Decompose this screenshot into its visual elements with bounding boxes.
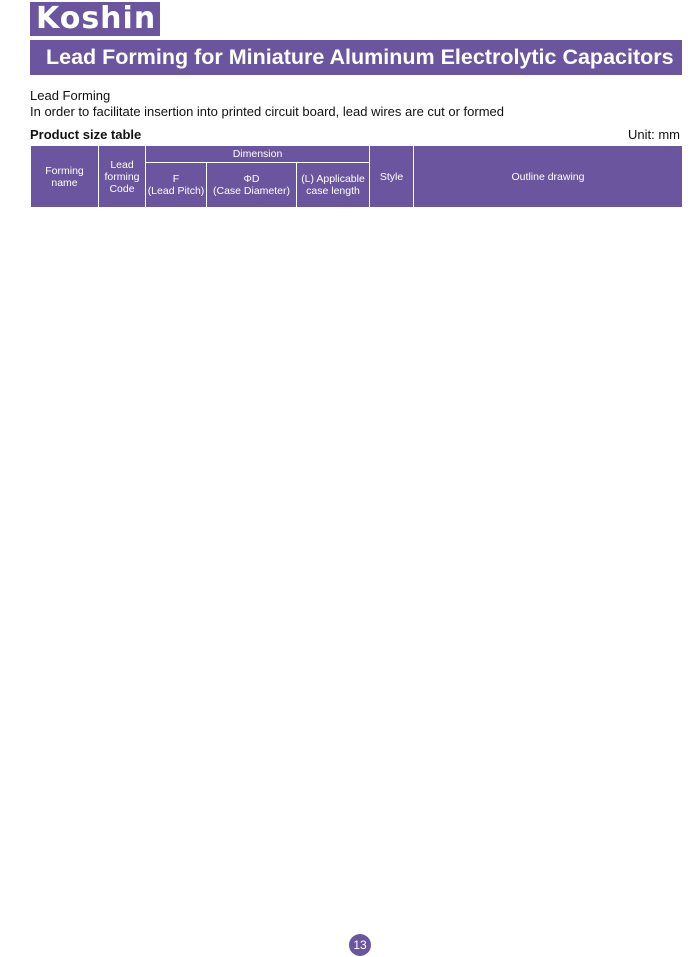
header-lead-code: Lead forming Code: [99, 146, 146, 208]
header-f: [146, 163, 207, 208]
header-dimension: Dimension: [146, 146, 370, 163]
header-l: (L) Applicable case length: [297, 163, 370, 208]
intro-text: In order to facilitate insertion into printed circuit board, lead wires are cut or formed: [30, 104, 505, 119]
table-title: Product size table: [30, 127, 142, 142]
header-f-sub: (Lead Pitch): [147, 185, 205, 197]
header-d-label: ΦD: [243, 173, 260, 185]
header-f-label: F: [172, 173, 180, 185]
header-style: Style: [370, 146, 414, 208]
header-d-sub: (Case Diameter): [212, 185, 291, 197]
brand-logo: Koshin: [30, 2, 160, 36]
page-number: 13: [349, 934, 371, 956]
intro-heading: Lead Forming: [30, 88, 111, 103]
header-d: [207, 163, 297, 208]
header-forming-name: Forming name: [31, 146, 99, 208]
unit-label: Unit: mm: [628, 127, 680, 142]
header-outline: Outline drawing: [414, 146, 683, 208]
page-banner: Lead Forming for Miniature Aluminum Electrolytic Capacitors: [30, 40, 682, 75]
product-size-table: [30, 145, 683, 208]
